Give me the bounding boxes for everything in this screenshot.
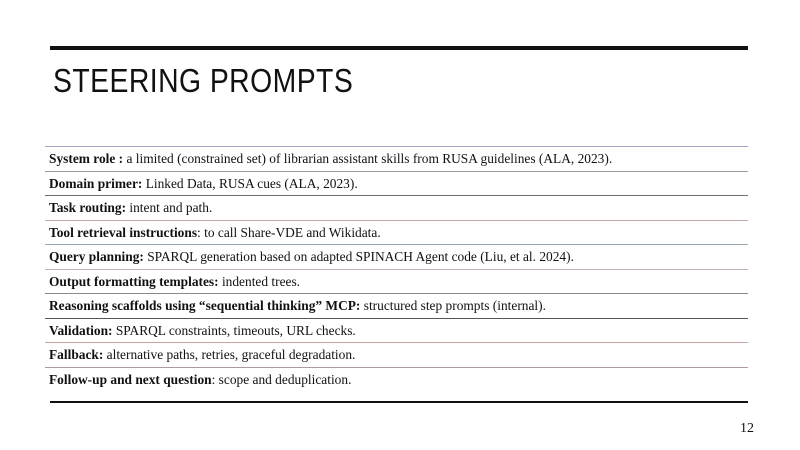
page-number: 12: [740, 421, 754, 436]
list-item-follow-up: [45, 367, 748, 392]
item-text: structured step prompts (internal).: [360, 298, 546, 313]
item-text: indented trees.: [218, 273, 301, 289]
title-top-rule: [50, 46, 748, 50]
list-item-system-role: [45, 146, 748, 171]
list-item-reasoning-scaffolds: [45, 293, 748, 318]
item-label: Domain primer:: [49, 175, 143, 191]
item-text: SPARQL constraints, timeouts, URL checks.: [112, 322, 356, 338]
item-label: Fallback:: [49, 347, 104, 362]
item-label: System role :: [49, 151, 124, 166]
item-text: SPARQL generation based on adapted SPINACH Agent code (Liu, et al. 2024).: [143, 249, 574, 264]
list-item-fallback: [45, 342, 748, 367]
item-text: Linked Data, RUSA cues (ALA, 2023).: [142, 175, 358, 191]
item-text: a limited (constrained set) of librarian assistant skills from RUSA guidelines (ALA, 2023).: [123, 151, 613, 166]
prompt-list: [45, 146, 748, 391]
list-item-query-planning: [45, 244, 748, 269]
list-item-output-formatting: [45, 269, 748, 294]
item-text: intent and path.: [126, 200, 213, 215]
item-label: Task routing:: [49, 200, 127, 215]
item-text: alternative paths, retries, graceful degradation.: [103, 347, 356, 362]
list-item-tool-retrieval: [45, 220, 748, 245]
item-label: Output formatting templates:: [49, 273, 219, 289]
item-label: Tool retrieval instructions: [49, 224, 198, 240]
list-item-validation: [45, 318, 748, 343]
item-label: Reasoning scaffolds using “sequential thinking” MCP:: [49, 298, 361, 313]
item-text: : scope and deduplication.: [211, 371, 352, 387]
list-item-task-routing: [45, 195, 748, 220]
list-item-domain-primer: [45, 171, 748, 196]
item-label: Follow-up and next question: [49, 371, 212, 387]
item-label: Validation:: [49, 322, 113, 338]
slide-title: STEERING PROMPTS: [53, 62, 354, 99]
item-text: : to call Share-VDE and Wikidata.: [197, 224, 381, 240]
list-bottom-rule: [50, 401, 748, 403]
item-label: Query planning:: [49, 249, 144, 264]
